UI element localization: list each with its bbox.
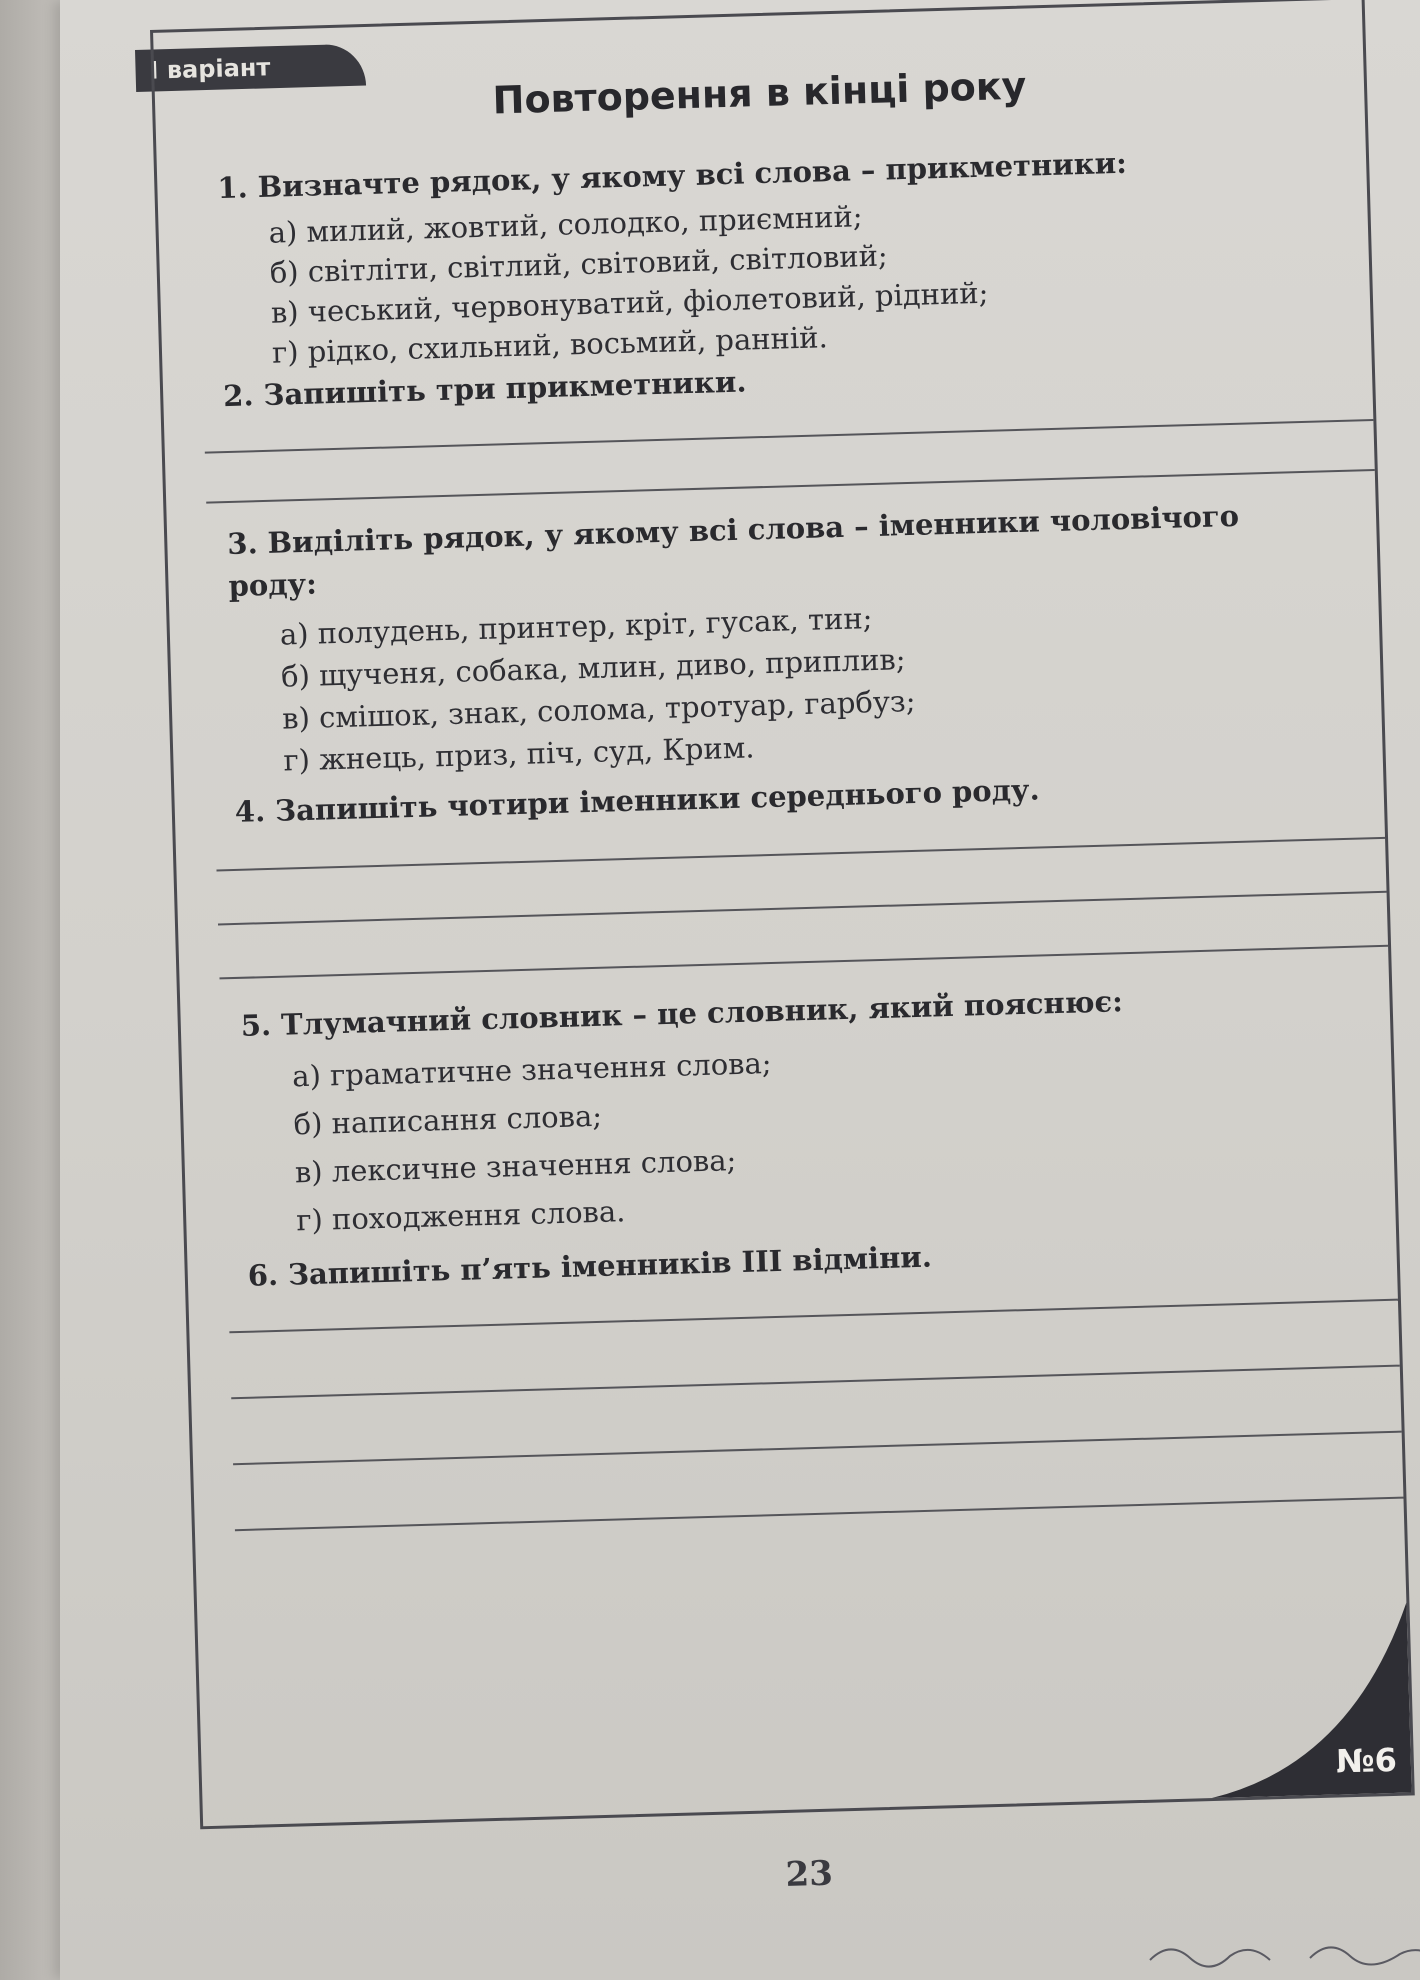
question-6 bbox=[247, 1240, 932, 1293]
question-4-text: Запишіть чотири іменники середнього роду. bbox=[274, 772, 1041, 828]
workbook-page bbox=[60, 0, 1420, 1980]
answer-line[interactable] bbox=[205, 419, 1374, 454]
page-title: Повторення в кінці року bbox=[492, 63, 1027, 123]
question-5 bbox=[240, 984, 1123, 1043]
question-1-option-c: в) чеський, червонуватий, фіолетовий, рідний; bbox=[270, 275, 989, 330]
corner-badge-label: №6 bbox=[1335, 1740, 1398, 1781]
question-5-option-a: а) граматичне значення слова; bbox=[291, 1046, 772, 1094]
question-2 bbox=[223, 364, 747, 413]
question-5-option-c: в) лексичне значення слова; bbox=[294, 1143, 737, 1190]
question-6-text: Запишіть п’ять іменників ІІІ відміни. bbox=[287, 1239, 933, 1292]
question-3-option-c: в) смішок, знак, солома, тротуар, гарбуз; bbox=[281, 683, 916, 736]
answer-line[interactable] bbox=[218, 891, 1387, 926]
question-2-number: 2. bbox=[222, 378, 254, 414]
question-6-number: 6. bbox=[247, 1257, 279, 1293]
question-5-number: 5. bbox=[240, 1008, 272, 1043]
handwriting-scribble bbox=[1140, 1920, 1420, 1980]
question-1-number: 1. bbox=[216, 170, 249, 206]
question-5-option-b: б) написання слова; bbox=[293, 1098, 603, 1142]
answer-line[interactable] bbox=[235, 1497, 1404, 1532]
question-1-text: Визначте рядок, у якому всі слова – прикметники: bbox=[257, 145, 1128, 205]
question-3-option-a: а) полудень, принтер, кріт, гусак, тин; bbox=[279, 601, 873, 652]
question-1-option-a: а) милий, жовтий, солодко, приємний; bbox=[268, 199, 864, 250]
question-3-text: Виділіть рядок, у якому всі слова – іменники чоловічого bbox=[267, 498, 1240, 560]
worksheet-frame bbox=[150, 0, 1415, 1895]
answer-line[interactable] bbox=[219, 945, 1388, 980]
question-4 bbox=[234, 772, 1040, 828]
corner-badge bbox=[1206, 1603, 1411, 1799]
question-2-text: Запишіть три прикметники. bbox=[263, 364, 747, 412]
answer-line[interactable] bbox=[233, 1431, 1402, 1466]
variant-tab: І варіант bbox=[135, 44, 366, 92]
question-3-option-d: г) жнець, приз, піч, суд, Крим. bbox=[282, 730, 755, 778]
question-1-option-b: б) світліти, світлий, світовий, світловий; bbox=[269, 238, 889, 290]
question-3-option-b: б) щученя, собака, млин, диво, приплив; bbox=[280, 642, 906, 694]
question-5-text: Тлумачний словник – це словник, який пояснює: bbox=[280, 984, 1124, 1042]
page-number: 23 bbox=[785, 1853, 834, 1895]
answer-line[interactable] bbox=[216, 837, 1385, 872]
question-3-number: 3. bbox=[226, 526, 259, 562]
answer-line[interactable] bbox=[229, 1299, 1398, 1334]
answer-line[interactable] bbox=[206, 469, 1375, 504]
question-5-option-d: г) походження слова. bbox=[295, 1194, 626, 1238]
question-4-number: 4. bbox=[234, 794, 266, 829]
question-1-option-d: г) рідко, схильний, восьмий, ранній. bbox=[271, 320, 829, 370]
question-1 bbox=[217, 146, 1127, 205]
answer-line[interactable] bbox=[231, 1365, 1400, 1400]
question-3-text-continued: роду: bbox=[228, 566, 318, 604]
question-3 bbox=[227, 499, 1240, 561]
